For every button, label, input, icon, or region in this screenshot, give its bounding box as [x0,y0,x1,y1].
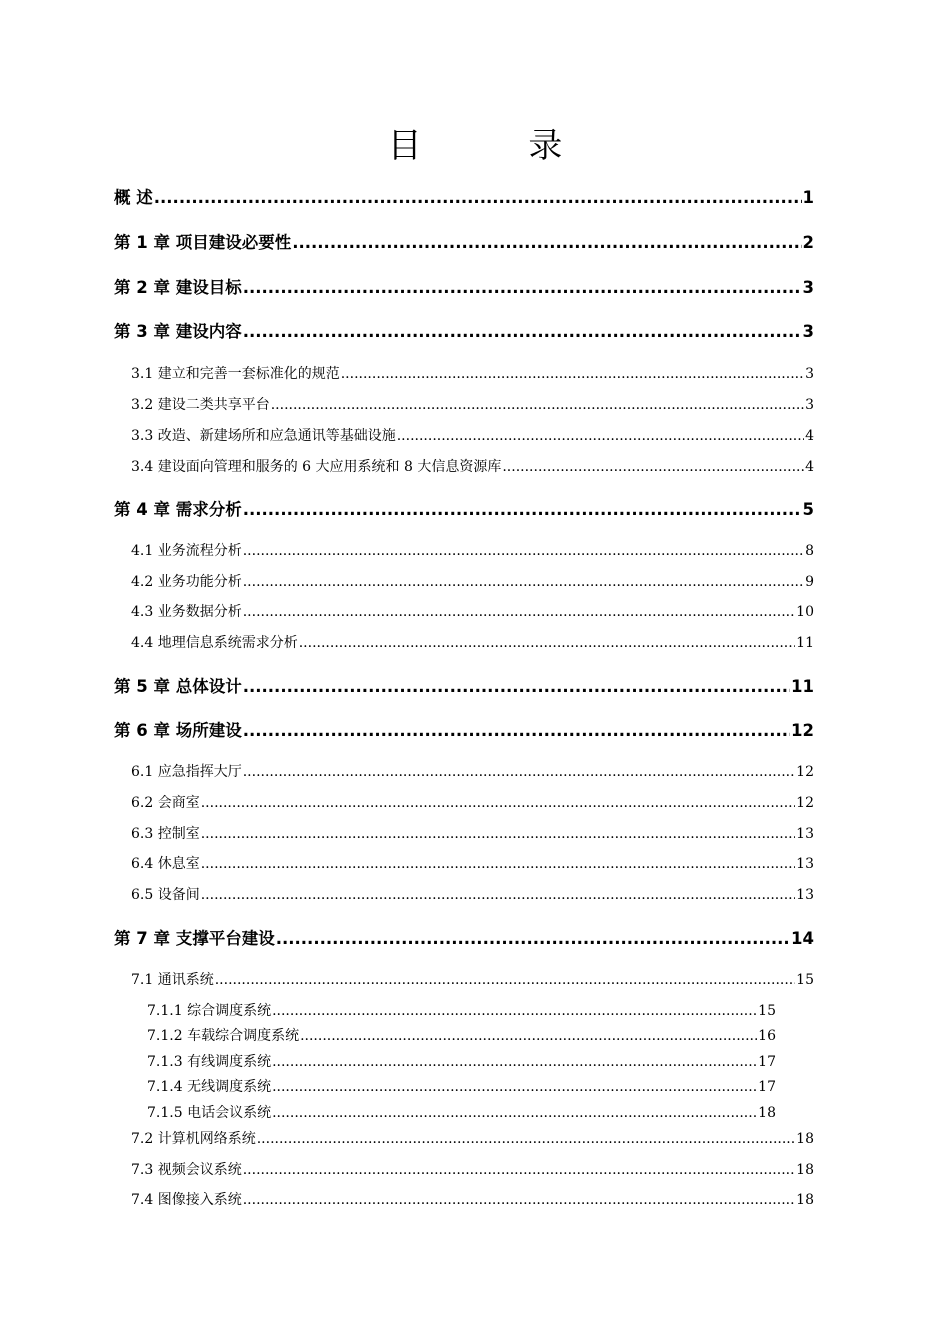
toc-title: 目 录 [387,126,611,166]
toc-entry-page: 17 [758,1079,776,1095]
toc-entry-page: 8 [805,543,814,559]
toc-entry-page: 13 [796,826,814,842]
toc-entry[interactable] [131,363,814,383]
toc-entry-page: 15 [758,1003,776,1019]
dot-leader [243,604,795,620]
toc-entry[interactable] [147,1051,776,1071]
toc-entry[interactable] [114,274,814,298]
toc-entry[interactable] [147,1025,776,1045]
toc-entry-page: 18 [796,1192,814,1208]
dot-leader [257,1131,795,1147]
dot-leader [154,188,802,207]
toc-entry-label: 7.1.1 综合调度系统 [147,1003,272,1019]
toc-entry[interactable] [131,601,814,621]
toc-entry-label: 4.4 地理信息系统需求分析 [131,635,298,651]
dot-leader [243,322,802,341]
toc-entry-label: 7.1.3 有线调度系统 [147,1054,272,1070]
toc-entry-label: 4.1 业务流程分析 [131,543,242,559]
toc-entry-label: 第 7 章 支撑平台建设 [114,929,275,948]
dot-leader [272,1054,757,1070]
dot-leader [243,677,790,696]
toc-entry-page: 9 [805,574,814,590]
dot-leader [201,856,795,872]
toc-entry-label: 7.1.4 无线调度系统 [147,1079,272,1095]
toc-entry-label: 第 5 章 总体设计 [114,677,242,696]
toc-entry-label: 4.2 业务功能分析 [131,574,242,590]
toc-entry-label: 4.3 业务数据分析 [131,604,242,620]
toc-entry-page: 17 [758,1054,776,1070]
toc-entry-label: 6.3 控制室 [131,826,200,842]
toc-entry-page: 12 [791,721,814,740]
toc-entry[interactable] [131,823,814,843]
toc-entry[interactable] [131,456,814,476]
toc-entry-page: 3 [805,366,814,382]
dot-leader [243,764,795,780]
toc-entry-label: 概 述 [114,188,153,207]
toc-entry[interactable] [131,1159,814,1179]
toc-entry-page: 18 [758,1105,776,1121]
toc-entry-label: 7.2 计算机网络系统 [131,1131,256,1147]
dot-leader [215,972,795,988]
toc-entry-label: 第 1 章 项目建设必要性 [114,233,292,252]
dot-leader [299,635,795,651]
dot-leader [243,500,802,519]
toc-entry-label: 7.1.5 电话会议系统 [147,1105,272,1121]
toc-entry[interactable] [114,717,814,741]
toc-entry[interactable] [114,673,814,697]
toc-entry-page: 12 [796,764,814,780]
dot-leader [272,1003,757,1019]
dot-leader [300,1028,757,1044]
dot-leader [292,233,801,252]
toc-entry[interactable] [147,1076,776,1096]
toc-entry-label: 3.2 建设二类共享平台 [131,397,270,413]
toc-entry[interactable] [114,496,814,520]
toc-entry-label: 7.3 视频会议系统 [131,1162,242,1178]
toc-entry-label: 第 6 章 场所建设 [114,721,242,740]
dot-leader [243,1192,795,1208]
toc-entry[interactable] [114,925,814,949]
toc-entry-page: 4 [805,428,814,444]
toc-entry-page: 4 [805,459,814,475]
toc-entry-page: 11 [791,677,814,696]
toc-entry[interactable] [131,1128,814,1148]
toc-entry[interactable] [114,229,814,253]
dot-leader [276,929,790,948]
dot-leader [243,574,804,590]
toc-entry-label: 7.1 通讯系统 [131,972,214,988]
toc-entry-label: 3.3 改造、新建场所和应急通讯等基础设施 [131,428,396,444]
toc-entry-page: 3 [802,322,814,341]
toc-entry-page: 12 [796,795,814,811]
dot-leader [243,1162,795,1178]
dot-leader [201,826,795,842]
toc-entry-label: 6.5 设备间 [131,887,200,903]
toc-entry-page: 3 [805,397,814,413]
toc-entry[interactable] [114,318,814,342]
toc-entry[interactable] [147,1000,776,1020]
toc-entry-page: 13 [796,856,814,872]
toc-entry[interactable] [131,761,814,781]
toc-entry-page: 2 [802,233,814,252]
dot-leader [271,397,804,413]
dot-leader [243,543,804,559]
dot-leader [243,721,790,740]
toc-entry-page: 10 [796,604,814,620]
toc-entry-page: 13 [796,887,814,903]
dot-leader [341,366,804,382]
toc-entry-page: 3 [802,278,814,297]
toc-entry-label: 6.2 会商室 [131,795,200,811]
toc-entry-label: 7.1.2 车载综合调度系统 [147,1028,300,1044]
toc-entry[interactable] [131,632,814,652]
toc-entry-label: 第 2 章 建设目标 [114,278,242,297]
toc-entry-page: 11 [796,635,814,651]
dot-leader [502,459,804,475]
toc-entry[interactable] [131,853,814,873]
dot-leader [201,795,795,811]
toc-entry-page: 18 [796,1131,814,1147]
toc-entry[interactable] [131,792,814,812]
toc-entry[interactable] [114,184,814,208]
dot-leader [201,887,795,903]
toc-entry-label: 3.4 建设面向管理和服务的 6 大应用系统和 8 大信息资源库 [131,459,502,475]
toc-entry-page: 14 [791,929,814,948]
toc-entry[interactable] [131,540,814,560]
toc-entry[interactable] [131,394,814,414]
toc-entry-page: 16 [758,1028,776,1044]
toc-entry[interactable] [131,571,814,591]
toc-entry-page: 18 [796,1162,814,1178]
toc-entry-page: 15 [796,972,814,988]
toc-entry[interactable] [147,1102,776,1122]
toc-entry[interactable] [131,884,814,904]
dot-leader [397,428,804,444]
toc-entry[interactable] [131,425,814,445]
toc-entry-page: 5 [802,500,814,519]
toc-entry-label: 7.4 图像接入系统 [131,1192,242,1208]
toc-entry[interactable] [131,1189,814,1209]
dot-leader [243,278,802,297]
dot-leader [272,1079,757,1095]
toc-entry[interactable] [131,969,814,989]
dot-leader [272,1105,757,1121]
toc-entry-label: 6.4 休息室 [131,856,200,872]
toc-entry-label: 第 3 章 建设内容 [114,322,242,341]
toc-entry-label: 3.1 建立和完善一套标准化的规范 [131,366,340,382]
toc-entry-label: 第 4 章 需求分析 [114,500,242,519]
toc-entry-page: 1 [802,188,814,207]
toc-entry-label: 6.1 应急指挥大厅 [131,764,242,780]
